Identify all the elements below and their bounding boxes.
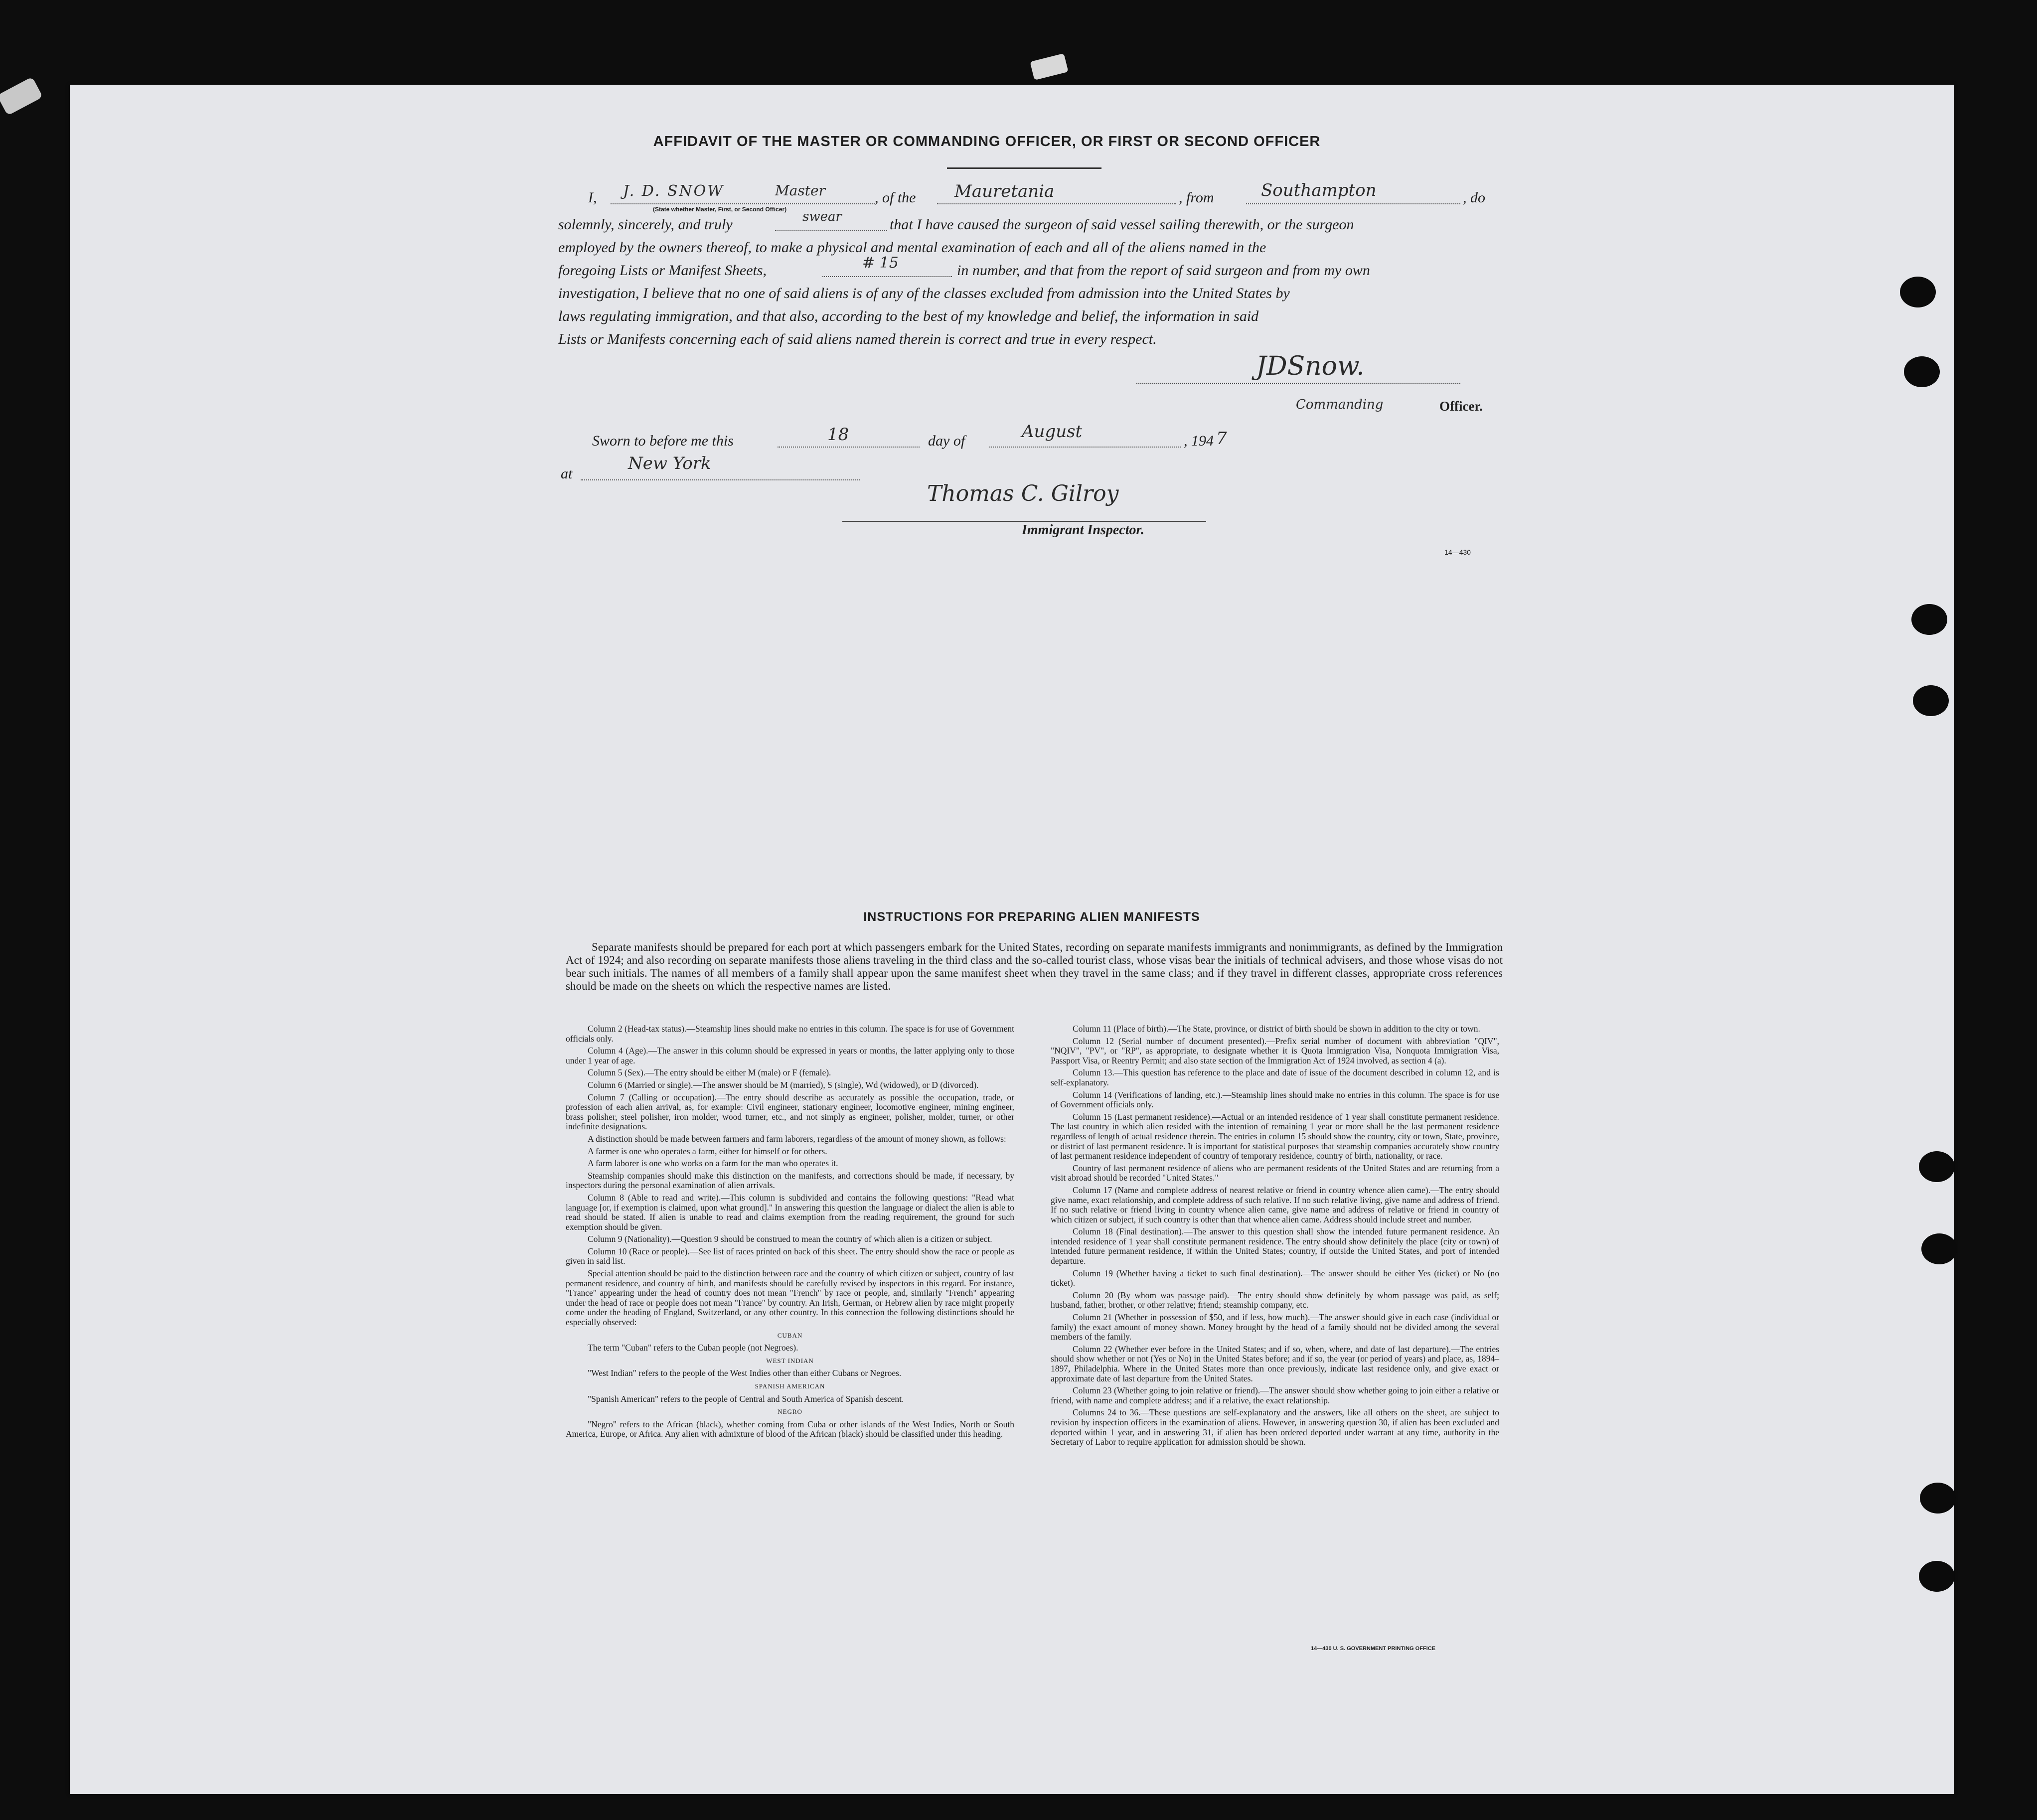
farmer-definition: A farmer is one who operates a farm, either for himself or for others.	[588, 1146, 827, 1156]
col-14-instruction: Column 14 (Verifications of landing, etc.).—Steamship lines should make no entries in this column. The space is for use of Government officials only.	[1051, 1089, 1499, 1110]
spanish-american-heading: SPANISH AMERICAN	[755, 1382, 825, 1390]
vessel-fill-line	[937, 203, 1176, 204]
month-fill-line	[989, 447, 1181, 448]
inspector-label: Immigrant Inspector.	[1022, 522, 1144, 538]
vessel-name: Mauretania	[954, 181, 1055, 201]
text-of-the: , of the	[875, 189, 916, 206]
affidavit-title: AFFIDAVIT OF THE MASTER OR COMMANDING OFFICER, OR FIRST OR SECOND OFFICER	[653, 134, 1321, 150]
name-fill-line	[611, 203, 875, 204]
col-12-instruction: Column 12 (Serial number of document presented).—Prefix serial number of document with abbreviation "QIV", "NQIV", "PV", or "RP", as appropriate, to designate whether it is Quota Immigration Visa, Nonquota Immigration Visa, Passport Visa, or Reentry Permit; and also state section of the Immigration Act of 1924 involved, as section 4 (a).	[1051, 1036, 1499, 1065]
port-name: Southampton	[1261, 180, 1377, 200]
punch-hole	[1911, 604, 1947, 635]
at-text: at	[561, 465, 573, 482]
col-21-instruction: Column 21 (Whether in possession of $50, and if less, how much).—The answer should give in each case (individual or family) the exact amount of money shown. Money brought by the head of a family should not be divided among the several members of the family.	[1051, 1312, 1499, 1342]
punch-hole	[1919, 1151, 1955, 1182]
master-name: J. D. SNOW	[623, 182, 725, 200]
col-24-36-instruction: Columns 24 to 36.—These questions are self-explanatory and the answers, like all others on the sheet, are subject to revision by inspection officers in the examination of aliens. However, in answering question 30, if alien has been excluded and deported within 1 year, and in answering 31, if alien has been ordered deported under warrant at any time, authority in the Secretary of Labor to require application for admission should be shown.	[1051, 1407, 1499, 1447]
col-8-instruction: Column 8 (Able to read and write).—This column is subdivided and contains the following questions: "Read what language [or, if exemption is claimed, upon what ground]." In answering this question the language or dialect the alien is able to read should be stated. If alien is unable to read and claims exemption from the reading requirement, the ground for such exemption should be given.	[566, 1192, 1014, 1232]
col-13-instruction: Column 13.—This question has reference to the place and date of issue of the document described in column 12, and is self-explanatory.	[1051, 1067, 1499, 1087]
sworn-place: New York	[628, 454, 711, 473]
west-indian-heading: WEST INDIAN	[766, 1357, 814, 1365]
west-indian-definition: "West Indian" refers to the people of the West Indies other than either Cubans or Negroes.	[588, 1368, 902, 1378]
punch-hole	[1904, 356, 1940, 387]
steamship-distinction: Steamship companies should make this distinction on the manifests, and corrections should be made, if necessary, by inspectors during the personal examination of alien arrivals.	[566, 1170, 1014, 1191]
master-signature: JDSnow.	[1256, 351, 1365, 381]
punch-hole	[1913, 685, 1949, 716]
farm-laborer-definition: A farm laborer is one who works on a farm for the man who operates it.	[588, 1158, 838, 1169]
inspector-signature: Thomas C. Gilroy	[927, 481, 1119, 506]
col-4-instruction: Column 4 (Age).—The answer in this column should be expressed in years or months, the latter applying only to those under 1 year of age.	[566, 1046, 1014, 1065]
affidavit-form-number: 14—430	[1444, 548, 1471, 556]
col-2-instruction: Column 2 (Head-tax status).—Steamship lines should make no entries in this column. The space is for use of Government officials only.	[566, 1024, 1014, 1044]
cuban-heading: CUBAN	[777, 1331, 803, 1339]
year-digit: 7	[1216, 429, 1227, 449]
master-rank: Master	[775, 182, 825, 199]
col-18-instruction: Column 18 (Final destination).—The answer to this question shall show the intended future permanent residence. An intended residence of 1 year shall constitute permanent residence. The entry should show definitely the place (city or town) of intended future permanent residence, if within the United States; country, if outside the United States, and port of intended departure.	[1051, 1226, 1499, 1266]
farmer-distinction: A distinction should be made between farmers and farm laborers, regardless of the amount of money shown, as follows:	[588, 1133, 1006, 1144]
affidavit-line-7: Lists or Manifests concerning each of said aliens named therein is correct and true in every respect.	[558, 331, 1157, 347]
sheets-fill-line	[822, 276, 952, 277]
instructions-title: INSTRUCTIONS FOR PREPARING ALIEN MANIFESTS	[863, 910, 1200, 924]
officer-rank: Commanding	[1296, 397, 1384, 412]
negro-definition: "Negro" refers to the African (black), whether coming from Cuba or other islands of the West Indies, North or South America, Europe, or Africa. Any alien with admixture of blood of the African (black) should be classified under this heading.	[566, 1419, 1014, 1439]
sworn-day: 18	[827, 425, 849, 445]
affidavit-line-3: employed by the owners thereof, to make a physical and mental examination of each and all of the aliens named in the	[558, 239, 1266, 256]
col-9-instruction: Column 9 (Nationality).—Question 9 should be construed to mean the country of which alien is a citizen or subject.	[588, 1234, 992, 1244]
officer-label: Officer.	[1439, 399, 1483, 414]
master-signature-line	[1136, 383, 1460, 384]
affidavit-line-2b: that I have caused the surgeon of said vessel sailing therewith, or the surgeon	[890, 216, 1354, 233]
negro-heading: NEGRO	[778, 1408, 802, 1416]
cuban-definition: The term "Cuban" refers to the Cuban people (not Negroes).	[588, 1343, 798, 1353]
tab-scrap	[1030, 53, 1068, 80]
affidavit-line-4a: foregoing Lists or Manifest Sheets,	[558, 262, 767, 279]
affidavit-line-2a: solemnly, sincerely, and truly	[558, 216, 733, 233]
instructions-left-column	[566, 1024, 1014, 1442]
punch-hole	[1900, 277, 1936, 307]
rank-hint: (State whether Master, First, or Second Officer)	[653, 206, 787, 213]
affidavit-line-6: laws regulating immigration, and that also, according to the best of my knowledge and belief, the information in said	[558, 308, 1259, 324]
returning-residents-note: Country of last permanent residence of aliens who are permanent residents of the United States and are returning from a visit abroad should be recorded "United States."	[1051, 1163, 1499, 1183]
col-10-instruction: Column 10 (Race or people).—See list of races printed on back of this sheet. The entry should show the race or people as given in said list.	[566, 1246, 1014, 1266]
text-do: , do	[1463, 189, 1485, 206]
port-fill-line	[1246, 203, 1460, 204]
col-15-instruction: Column 15 (Last permanent residence).—Actual or an intended residence of 1 year shall constitute permanent residence. The last country in which alien resided with the intention of remaining 1 year or more shall be the last permanent residence regardless of length of actual residence therein. The entries in column 15 should show the country, city or town, State, province, or district of last permanent residence. It is important for statistical purposes that steamship companies accurately show country of last permanent residence independent of country of temporary residence, country of birth, nationality, or race.	[1051, 1111, 1499, 1161]
place-fill-line	[581, 479, 860, 480]
instructions-right-column	[1051, 1024, 1499, 1450]
year-prefix: , 194	[1184, 433, 1214, 449]
col-23-instruction: Column 23 (Whether going to join relative or friend).—The answer should show whether going to join either a relative or friend, with name and complete address; and if a relative, the exact relationship.	[1051, 1385, 1499, 1405]
col-20-instruction: Column 20 (By whom was passage paid).—The entry should show definitely by whom passage was paid, as self; husband, father, brother, or other relative; friend; steamship company, etc.	[1051, 1290, 1499, 1310]
col-22-instruction: Column 22 (Whether ever before in the United States; and if so, when, where, and date of last departure).—The entries should show whether or not (Yes or No) in the United States before; and if so, the year (or period of years) and place, as, 1894–1897, Philadelphia. Where in the United States more than once previously, indicate last residence only, and give exact or approximate date of last departure from the United States.	[1051, 1344, 1499, 1383]
swear-word: swear	[802, 209, 842, 224]
day-fill-line	[778, 447, 920, 448]
col-7-instruction: Column 7 (Calling or occupation).—The entry should describe as accurately as possible the occupation, trade, or profession of each alien arrival, as, for example: Civil engineer, stationary engineer, locomotive engineer, mining engineer, brass polisher, steel polisher, iron molder, wood turner, etc., and not simply as engineer, polisher, molder, turner, or other indefinite designations.	[566, 1092, 1014, 1132]
edge-scrap	[0, 77, 43, 116]
punch-hole	[1919, 1561, 1955, 1592]
sheets-count: # 15	[862, 254, 899, 272]
race-country-note: Special attention should be paid to the distinction between race and the country of which citizen or subject, country of last permanent residence, and country of birth, and manifests should be carefully revised by inspectors in this regard. For instance, "France" appearing under the head of country does not mean "French" by race or people, and, similarly "French" appearing under the head of race or people does not mean "France" by country. An Irish, German, or Hebrew alien by race might properly come under the heading of England, Switzerland, or any other country. In this connection the following distinctions should be especially observed:	[566, 1268, 1014, 1328]
swear-fill-line	[775, 230, 887, 231]
sworn-text: Sworn to before me this	[592, 433, 734, 449]
text-from: , from	[1179, 189, 1214, 206]
printing-office-imprint: 14—430 U. S. GOVERNMENT PRINTING OFFICE	[1311, 1646, 1435, 1652]
affidavit-line-5: investigation, I believe that no one of said aliens is of any of the classes excluded from admission into the United States by	[558, 285, 1290, 302]
text-i: I,	[588, 189, 597, 206]
punch-hole	[1920, 1483, 1956, 1514]
affidavit-line-4b: in number, and that from the report of said surgeon and from my own	[957, 262, 1370, 279]
col-11-instruction: Column 11 (Place of birth).—The State, province, or district of birth should be shown in addition to the city or town.	[1073, 1024, 1480, 1034]
col-6-instruction: Column 6 (Married or single).—The answer should be M (married), S (single), Wd (widowed), or D (divorced).	[588, 1079, 979, 1090]
instructions-intro: Separate manifests should be prepared for each port at which passengers embark for the United States, recording on separate manifests immigrants and nonimmigrants, as defined by the Immigration Act of 1924; and also recording on separate manifests those aliens traveling in the third class and the so-called tourist class, whose visas bear the initials of technical advisers, and those whose visas do not bear such initials. The names of all members of a family shall appear upon the same manifest sheet when they travel in the same class; and if they travel in different classes, appropriate cross references should be made on the sheets on which the respective names are listed.	[566, 941, 1503, 992]
spanish-american-definition: "Spanish American" refers to the people of Central and South America of Spanish descent.	[588, 1393, 904, 1404]
col-19-instruction: Column 19 (Whether having a ticket to such final destination).—The answer should be either Yes (ticket) or No (no ticket).	[1051, 1268, 1499, 1288]
sworn-month: August	[1022, 422, 1083, 442]
day-of-text: day of	[928, 433, 965, 449]
col-5-instruction: Column 5 (Sex).—The entry should be either M (male) or F (female).	[588, 1067, 831, 1078]
punch-hole	[1921, 1233, 1957, 1264]
inspector-signature-line	[842, 521, 1206, 522]
col-17-instruction: Column 17 (Name and complete address of nearest relative or friend in country whence alien came).—The entry should give name, exact relationship, and complete address of such relative. If no such relative living, give name and address of friend. If no such relative or friend living in country whence alien came, give name and address of relative or friend in country of which citizen or subject, if such country is other than that whence alien came. Address should include street and number.	[1051, 1185, 1499, 1224]
title-rule	[947, 167, 1101, 169]
